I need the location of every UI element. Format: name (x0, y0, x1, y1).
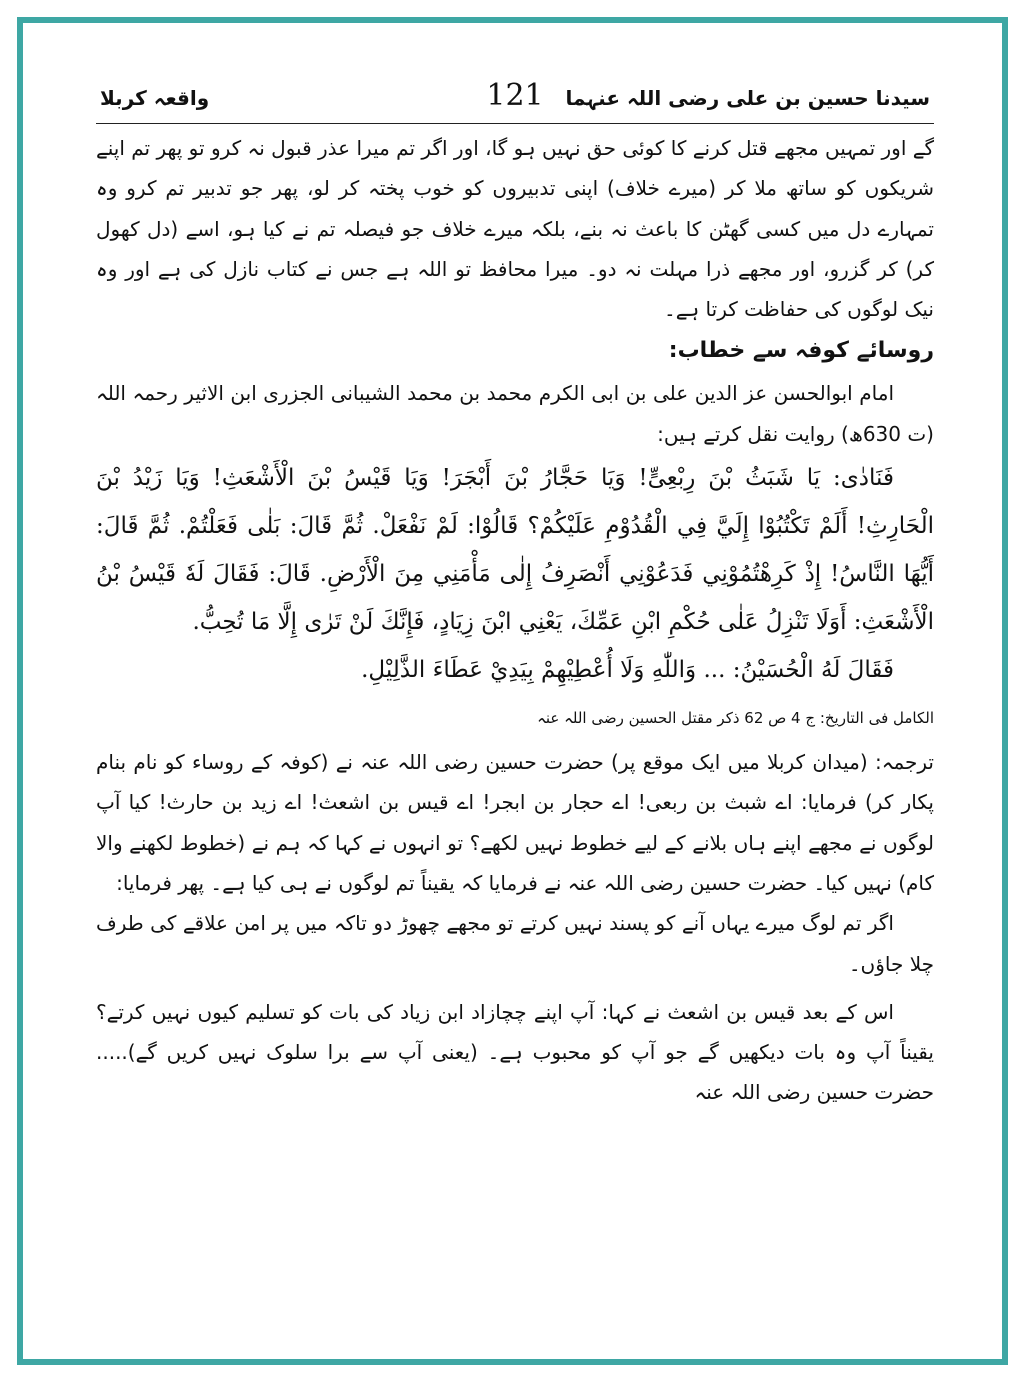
section-heading: روسائے کوفہ سے خطاب: (668, 338, 934, 364)
spacer (96, 984, 934, 992)
book-title: سیدنا حسین بن علی رضی اللہ عنہما (565, 86, 930, 110)
qais-paragraph: اس کے بعد قیس بن اشعث نے کہا: آپ اپنے چچازاد ابن زیاد کی بات کو تسلیم کیوں نہیں کرتے؟ یقیناً آپ وہ بات دیکھیں گے جو آپ کو محبوب ہے۔ (یعنی آپ سے برا سلوک نہیں کریں گے)..... حضرت حسین رضی اللہ عنہ (96, 999, 934, 1105)
arabic-quote: فَنَادٰی: یَا شَبَثُ بْنَ رِبْعِیٍّ! وَیَا حَجَّارُ بْنَ أَبْجَرَ! وَیَا قَیْسُ بْنَ الْأَشْعَثِ! وَیَا زَیْدُ بْنَ الْحَارِثِ! أَلَمْ تَکْتُبُوْا إِلَيَّ فِي الْقُدُوْمِ عَلَیْکُمْ؟ قَالُوْا: لَمْ نَفْعَلْ. ثُمَّ قَالَ: بَلٰی فَعَلْتُمْ. ثُمَّ قَالَ: أَیُّهَا النَّاسُ! إِذْ کَرِهْتُمُوْنِي فَدَعُوْنِي أَنْصَرِفُ إِلٰی مَأْمَنِي مِنَ الْأَرْضِ. قَالَ: فَقَالَ لَهٗ قَیْسُ بْنُ الْأَشْعَثِ: أَوَلَا تَنْزِلُ عَلٰی حُکْمِ ابْنِ عَمِّكَ، یَعْنِي ابْنَ زِیَادٍ، فَإِنَّكَ لَنْ تَرٰی إِلَّا مَا تُحِبُّ. (96, 465, 934, 636)
narrator-paragraph: امام ابوالحسن عز الدین علی بن ابی الکرم محمد بن محمد الشیبانی الجزری ابن الاثیر رحمہ اللہ (ت 630ھ) روایت نقل کرتے ہیں: (96, 381, 934, 446)
arabic-quote-reply: فَقَالَ لَهُ الْحُسَیْنُ: ... وَاللّٰهِ وَلَا أُعْطِیْهِمْ بِیَدِيْ عَطَاءَ الذَّلِیْلِ. (361, 657, 894, 684)
page-body (96, 128, 934, 1113)
paragraph-continuation: گے اور تمہیں مجھے قتل کرنے کا کوئی حق نہیں ہو گا، اور اگر تم میرا عذر قبول نہ کرو تو پھر تم اپنے شریکوں کو ساتھ ملا کر (میرے خلاف) اپنی تدبیروں کو خوب پختہ کر لو، پھر جو تدبیر تم کرو وہ تمہارے دل میں کسی گھٹن کا باعث نہ بنے، بلکہ میرے خلاف جو فیصلہ تم نے کیا ہو، اسے (دل کھول کر) کر گزرو، اور مجھے ذرا مہلت نہ دو۔ میرا محافظ تو اللہ ہے جس نے کتاب نازل کی ہے اور وہ نیک لوگوں کی حفاظت کرتا ہے۔ (96, 136, 934, 322)
source-reference: الکامل فی التاریخ: ج 4 ص 62 ذکر مقتل الحسین رضی اللہ عنہ (537, 709, 934, 728)
running-header (100, 78, 930, 122)
page-number: 121 (486, 78, 544, 113)
header-rule (96, 123, 934, 124)
quoted-request: اگر تم لوگ میرے یہاں آنے کو پسند نہیں کرتے تو مجھے چھوڑ دو تاکہ میں پر امن علاقے کی طرف چلا جاؤں۔ (96, 911, 934, 976)
translation-paragraph: ترجمہ: (میدان کربلا میں ایک موقع پر) حضرت حسین رضی اللہ عنہ نے (کوفہ کے روساء کو نام بنام پکار کر) فرمایا: اے شبث بن ربعی! اے حجار بن ابجر! اے قیس بن اشعث! اے زید بن حارث! کیا آپ لوگوں نے مجھے اپنے ہاں بلانے کے لیے خطوط نہیں لکھے؟ تو انہوں نے کہا کہ ہم نے (خطوط لکھنے والا کام) نہیں کیا۔ حضرت حسین رضی اللہ عنہ نے فرمایا کہ یقیناً تم لوگوں نے ہی کیا ہے۔ پھر فرمایا: (96, 750, 934, 895)
chapter-title: واقعہ کربلا (100, 86, 210, 110)
